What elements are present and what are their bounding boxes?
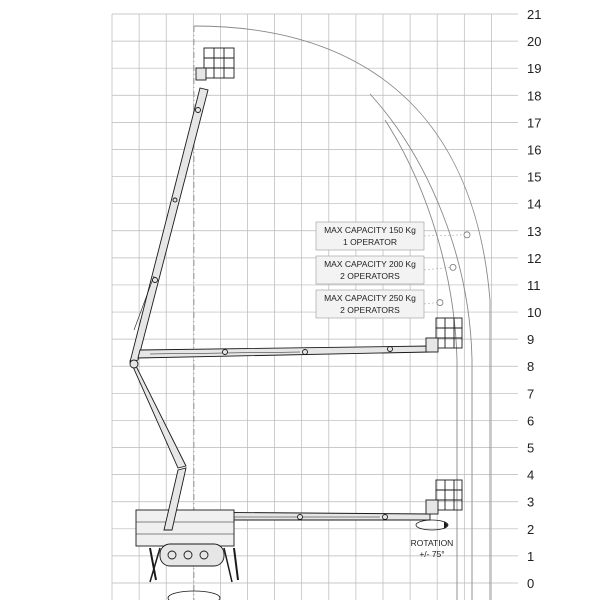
height-tick-label: 19 xyxy=(527,61,542,77)
height-tick-label: 15 xyxy=(527,169,542,185)
height-tick-label: 2 xyxy=(527,521,535,537)
capacity-label-line1: MAX CAPACITY 200 Kg xyxy=(324,259,416,269)
height-tick-label: 17 xyxy=(527,115,542,131)
height-tick-label: 16 xyxy=(527,142,542,158)
height-tick-label: 11 xyxy=(527,277,541,293)
height-tick-label: 20 xyxy=(527,34,542,50)
rotation-value: +/- 75° xyxy=(419,549,445,559)
height-tick-label: 9 xyxy=(527,332,535,348)
height-tick-label: 8 xyxy=(527,359,535,375)
capacity-marker xyxy=(437,300,443,306)
lower-boom-high xyxy=(130,360,186,468)
capacity-label-line2: 2 OPERATORS xyxy=(340,271,400,281)
rotation-label: ROTATION xyxy=(410,538,454,548)
tracked-chassis xyxy=(136,468,238,600)
height-tick-label: 6 xyxy=(527,413,535,429)
capacity-label xyxy=(316,290,443,318)
capacity-leader xyxy=(424,303,437,304)
height-tick-label: 3 xyxy=(527,494,535,510)
capacity-leader xyxy=(424,235,464,236)
height-tick-label: 4 xyxy=(527,467,535,483)
capacity-label-line2: 2 OPERATORS xyxy=(340,305,400,315)
capacity-marker xyxy=(464,232,470,238)
capacity-label-line1: MAX CAPACITY 150 Kg xyxy=(324,225,416,235)
turret xyxy=(136,510,234,546)
rotation-indicator xyxy=(411,520,454,559)
height-tick-label: 1 xyxy=(527,548,535,564)
height-tick-label: 14 xyxy=(527,196,542,212)
boom-joint xyxy=(130,360,138,368)
height-tick-label: 7 xyxy=(527,386,535,402)
capacity-marker xyxy=(450,264,456,270)
capacity-labels xyxy=(316,222,470,318)
basket-top xyxy=(196,48,234,80)
height-tick-label: 12 xyxy=(527,250,542,266)
boom-max-outreach xyxy=(138,318,462,358)
height-tick-label: 5 xyxy=(527,440,535,456)
envelope-250kg xyxy=(385,120,457,600)
upper-boom xyxy=(130,88,208,362)
height-tick-label: 10 xyxy=(527,305,542,321)
height-tick-label: 21 xyxy=(527,7,542,22)
height-scale xyxy=(527,7,541,591)
height-tick-label: 0 xyxy=(527,576,535,591)
capacity-label xyxy=(316,256,456,284)
capacity-label-line1: MAX CAPACITY 250 Kg xyxy=(324,293,416,303)
height-tick-label: 13 xyxy=(527,223,542,239)
height-tick-label: 18 xyxy=(527,88,542,104)
capacity-label-line2: 1 OPERATOR xyxy=(342,237,398,247)
